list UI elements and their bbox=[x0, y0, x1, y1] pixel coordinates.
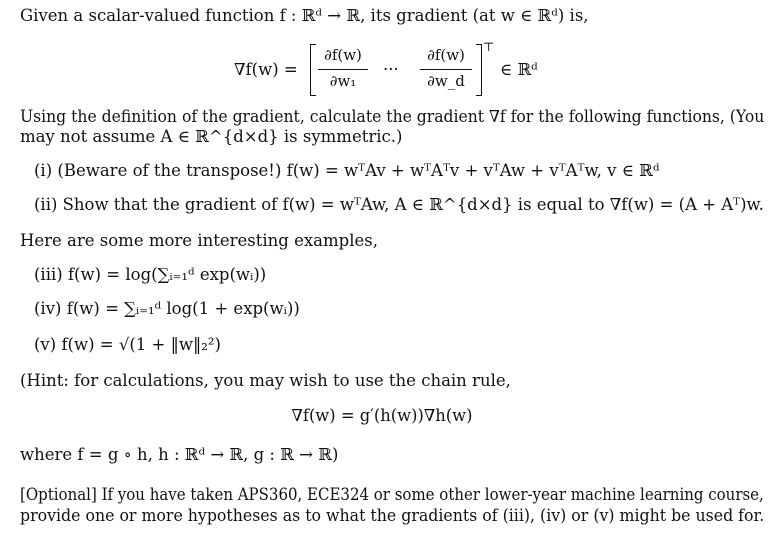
left-bracket bbox=[310, 44, 316, 96]
optional-line-1: [Optional] If you have taken APS360, ECE324 or some other lower-year machine learning course, bbox=[20, 485, 764, 504]
task-line-1: Using the definition of the gradient, calculate the gradient ∇f for the following functions, (You bbox=[20, 107, 765, 126]
entry1-denominator: ∂w₁ bbox=[329, 72, 357, 90]
entry2-fraction-line bbox=[420, 69, 472, 70]
entry1-numerator: ∂f(w) bbox=[324, 46, 362, 64]
item-ii: (ii) Show that the gradient of f(w) = wᵀAw, A ∈ ℝ^{d×d} is equal to ∇f(w) = (A + Aᵀ)w. bbox=[34, 195, 764, 214]
chain-rule-equation: ∇f(w) = g′(h(w))∇h(w) bbox=[291, 406, 473, 425]
definition-rhs: ∈ ℝᵈ bbox=[500, 60, 538, 79]
entry2-denominator: ∂w_d bbox=[427, 72, 465, 90]
definition-lhs: ∇f(w) = bbox=[234, 60, 298, 79]
item-iv: (iv) f(w) = ∑ᵢ₌₁ᵈ log(1 + exp(wᵢ)) bbox=[34, 299, 300, 318]
entry2-numerator: ∂f(w) bbox=[427, 46, 465, 64]
item-v: (v) f(w) = √(1 + ‖w‖₂²) bbox=[34, 335, 221, 354]
task-line-2: may not assume A ∈ ℝ^{d×d} is symmetric.) bbox=[20, 127, 403, 146]
hint-text: (Hint: for calculations, you may wish to use the chain rule, bbox=[20, 371, 511, 390]
transpose-mark: ⊤ bbox=[483, 40, 495, 54]
entry-dots: ··· bbox=[383, 60, 399, 79]
optional-line-2: provide one or more hypotheses as to what the gradients of (iii), (iv) or (v) might be used for. bbox=[20, 506, 765, 525]
more-examples-text: Here are some more interesting examples, bbox=[20, 231, 378, 250]
right-bracket bbox=[476, 44, 482, 96]
item-iii: (iii) f(w) = log(∑ᵢ₌₁ᵈ exp(wᵢ)) bbox=[34, 265, 267, 284]
item-i: (i) (Beware of the transpose!) f(w) = wᵀAv + wᵀAᵀv + vᵀAw + vᵀAᵀw, v ∈ ℝᵈ bbox=[34, 161, 660, 180]
where-text: where f = g ∘ h, h : ℝᵈ → ℝ, g : ℝ → ℝ) bbox=[20, 445, 339, 464]
intro-text: Given a scalar-valued function f : ℝᵈ → ℝ, its gradient (at w ∈ ℝᵈ) is, bbox=[20, 6, 589, 25]
entry1-fraction-line bbox=[318, 69, 368, 70]
